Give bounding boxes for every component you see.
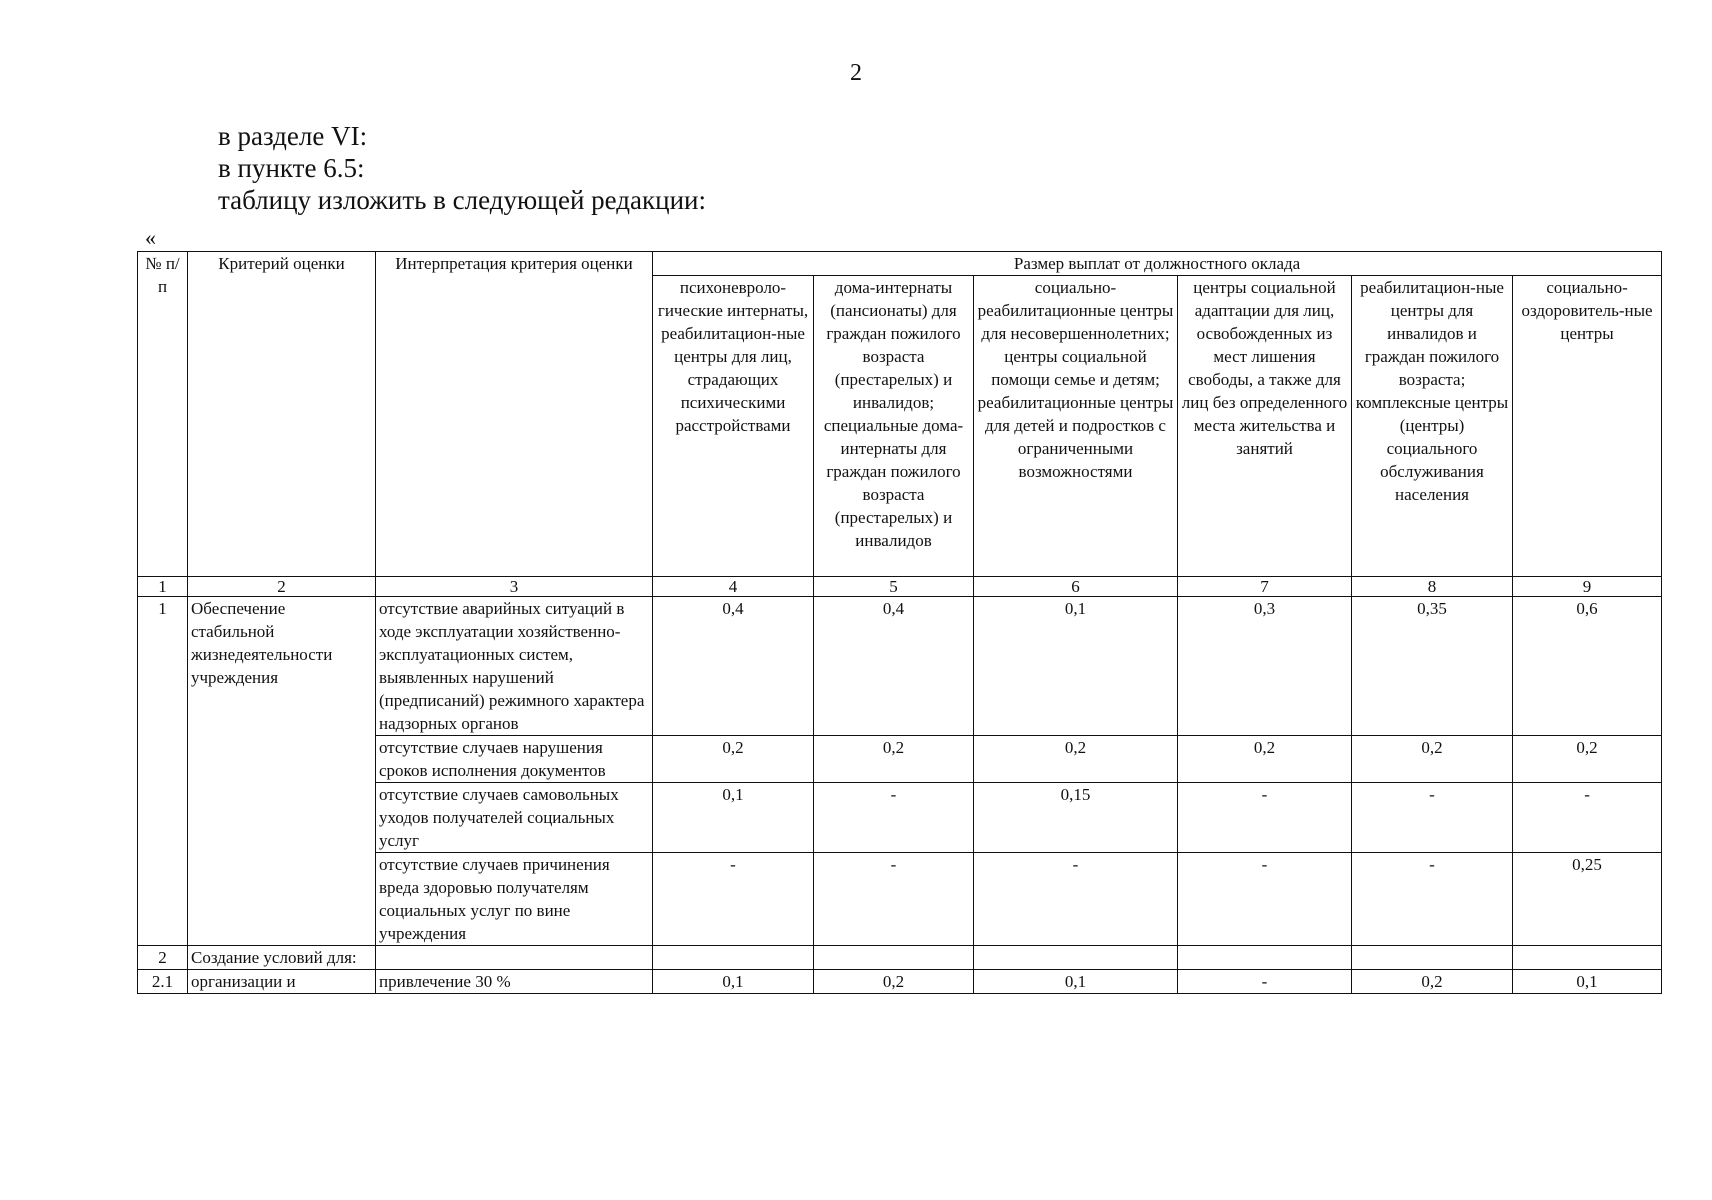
value-cell: 0,4 xyxy=(814,597,974,736)
intro-line-instruction: таблицу изложить в следующей редакции: xyxy=(218,185,706,215)
value-cell: 0,6 xyxy=(1513,597,1662,736)
value-cell: 0,2 xyxy=(814,970,974,994)
value-cell xyxy=(814,946,974,970)
value-cell xyxy=(1513,946,1662,970)
header-col-8: реабилитацион-ные центры для инвалидов и граждан пожилого возраста; комплексные центры (центры) социального обслуживания населения xyxy=(1352,276,1513,577)
value-cell: 0,25 xyxy=(1513,853,1662,946)
column-number: 5 xyxy=(814,577,974,597)
interpretation-cell: отсутствие аварийных ситуаций в ходе эксплуатации хозяйственно-эксплуатационных систем, выявленных нарушений (предписаний) режимного характера надзорных органов xyxy=(376,597,653,736)
column-number: 2 xyxy=(188,577,376,597)
header-col-6: социально-реабилитационные центры для несовершеннолетних; центры социальной помощи семье и детям; реабилитационные центры для детей и подростков с ограниченными возможностями xyxy=(974,276,1178,577)
value-cell: 0,15 xyxy=(974,783,1178,853)
value-cell: 0,3 xyxy=(1178,597,1352,736)
interpretation-cell: привлечение 30 % xyxy=(376,970,653,994)
value-cell: - xyxy=(1178,853,1352,946)
criterion-cell: Создание условий для: xyxy=(188,946,376,970)
value-cell: 0,4 xyxy=(653,597,814,736)
header-criterion: Критерий оценки xyxy=(188,252,376,577)
interpretation-cell: отсутствие случаев нарушения сроков исполнения документов xyxy=(376,736,653,783)
value-cell: 0,2 xyxy=(1352,970,1513,994)
header-col-5: дома-интернаты (пансионаты) для граждан пожилого возраста (престарелых) и инвалидов; специальные дома-интернаты для граждан пожилого возраста (престарелых) и инвалидов xyxy=(814,276,974,577)
column-number: 1 xyxy=(138,577,188,597)
value-cell: - xyxy=(974,853,1178,946)
value-cell: 0,1 xyxy=(1513,970,1662,994)
row-number: 2 xyxy=(138,946,188,970)
value-cell xyxy=(1178,946,1352,970)
header-payments: Размер выплат от должностного оклада xyxy=(653,252,1662,276)
column-number: 7 xyxy=(1178,577,1352,597)
column-number: 4 xyxy=(653,577,814,597)
value-cell: 0,2 xyxy=(653,736,814,783)
value-cell: 0,1 xyxy=(653,970,814,994)
header-col-4: психоневроло-гические интернаты, реабилитацион-ные центры для лиц, страдающих психическими расстройствами xyxy=(653,276,814,577)
value-cell: 0,1 xyxy=(974,970,1178,994)
value-cell: - xyxy=(1352,783,1513,853)
intro-line-clause: в пункте 6.5: xyxy=(218,153,365,183)
header-row-top xyxy=(138,252,1662,276)
value-cell xyxy=(974,946,1178,970)
criterion-cell: Обеспечение стабильной жизнедеятельности учреждения xyxy=(188,597,376,946)
open-quote-mark: « xyxy=(145,225,156,250)
value-cell: - xyxy=(814,853,974,946)
criterion-cell: организации и xyxy=(188,970,376,994)
column-number: 9 xyxy=(1513,577,1662,597)
interpretation-cell: отсутствие случаев самовольных уходов получателей социальных услуг xyxy=(376,783,653,853)
header-num: № п/п xyxy=(138,252,188,577)
value-cell: 0,2 xyxy=(1178,736,1352,783)
row-number: 1 xyxy=(138,597,188,946)
value-cell: - xyxy=(1352,853,1513,946)
value-cell xyxy=(653,946,814,970)
table-row xyxy=(138,946,1662,970)
column-number: 6 xyxy=(974,577,1178,597)
value-cell: 0,2 xyxy=(974,736,1178,783)
table-row xyxy=(138,597,1662,736)
interpretation-cell xyxy=(376,946,653,970)
value-cell: - xyxy=(1513,783,1662,853)
table-row xyxy=(138,970,1662,994)
value-cell: - xyxy=(1178,970,1352,994)
column-numbers-row xyxy=(138,577,1662,597)
value-cell: 0,35 xyxy=(1352,597,1513,736)
value-cell: 0,1 xyxy=(974,597,1178,736)
value-cell xyxy=(1352,946,1513,970)
value-cell: - xyxy=(814,783,974,853)
value-cell: - xyxy=(1178,783,1352,853)
header-col-7: центры социальной адаптации для лиц, освобожденных из мест лишения свободы, а также для лиц без определенного места жительства и занятий xyxy=(1178,276,1352,577)
value-cell: 0,2 xyxy=(1513,736,1662,783)
value-cell: - xyxy=(653,853,814,946)
header-interpretation: Интерпретация критерия оценки xyxy=(376,252,653,577)
value-cell: 0,1 xyxy=(653,783,814,853)
criteria-table xyxy=(137,251,1662,994)
column-number: 3 xyxy=(376,577,653,597)
header-col-9: социально-оздоровитель-ные центры xyxy=(1513,276,1662,577)
interpretation-cell: отсутствие случаев причинения вреда здоровью получателям социальных услуг по вине учреждения xyxy=(376,853,653,946)
intro-line-section: в разделе VI: xyxy=(218,121,368,151)
page-number: 2 xyxy=(850,60,862,86)
column-number: 8 xyxy=(1352,577,1513,597)
intro-text xyxy=(218,120,706,216)
row-number: 2.1 xyxy=(138,970,188,994)
value-cell: 0,2 xyxy=(814,736,974,783)
value-cell: 0,2 xyxy=(1352,736,1513,783)
